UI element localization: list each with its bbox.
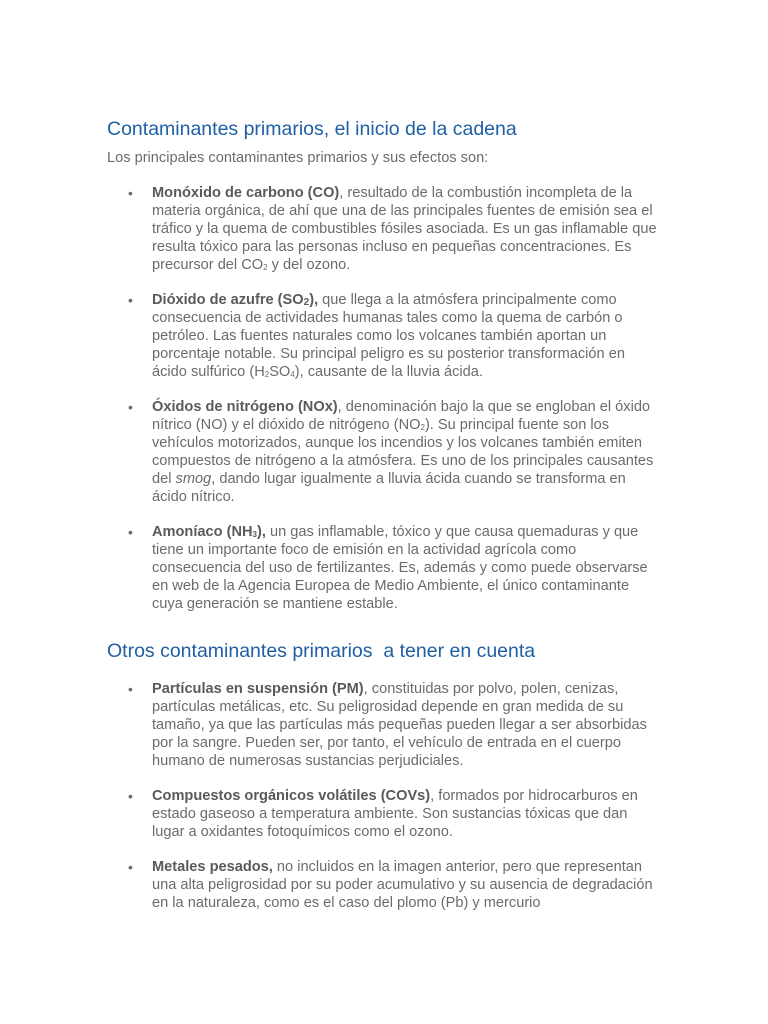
text-covs: , formados por hidrocarburos en estado gaseoso a temperatura ambiente. Son sustancias tóxicas que dan lugar a oxidantes fotoquímicos como el ozono. (152, 788, 638, 840)
list-item-nh3 (0, 524, 662, 614)
list-item-nox (0, 399, 662, 506)
term-pm: Partículas en suspensión (PM) (152, 681, 364, 697)
term-nh3-b: ), (257, 524, 266, 541)
subscript: 2 (303, 297, 310, 309)
list-item-so2 (0, 292, 662, 382)
primary-pollutants-list (0, 185, 768, 631)
list-item-metales (0, 859, 662, 913)
bullet-icon: • (128, 185, 133, 201)
text-metales: no incluidos en la imagen anterior, pero que representan una alta peligrosidad por su poder acumulativo y su ausencia de degradación en la naturaleza, como es el caso del plomo (Pb) y mercurio (152, 859, 653, 912)
section-heading-other: Otros contaminantes primarios a tener en cuenta (107, 640, 536, 662)
text-nh3-a: un gas inflamable, tóxico y que causa quemaduras y que tiene un importante foco de emisión en la actividad agrícola como consecuencia del uso de fertilizantes. Es, además y como puede observarse en web de la Agencia Europea de Medio Ambiente, el único contaminante cuya generación se mantiene estable. (152, 524, 648, 612)
subscript: 2 (264, 369, 270, 379)
intro-paragraph: Los principales contaminantes primarios y sus efectos son: (107, 150, 489, 166)
term-nox: Óxidos de nitrógeno (NOx) (152, 399, 338, 416)
bullet-icon: • (128, 292, 133, 309)
text-nox-b: ). Su principal fuente son los vehículos motorizados, aunque los incendios y los volcanes también emiten compuestos de nitrógeno a la atmósfera. Es uno de los principales causantes del (152, 417, 654, 487)
term-so2-b: ), (309, 292, 319, 309)
section-heading-primary: Contaminantes primarios, el inicio de la cadena (107, 118, 517, 140)
term-so2 (152, 292, 318, 308)
term-so2-a: Dióxido de azufre (SO (152, 292, 304, 309)
term-nh3-a: Amoníaco (NH (152, 524, 253, 541)
other-pollutants-list (0, 681, 768, 931)
list-item-pm (0, 681, 662, 771)
subscript: 2 (420, 423, 425, 433)
bullet-icon: • (128, 524, 133, 541)
text-so2-a: que llega a la atmósfera principalmente como consecuencia de actividades humanas tales como la quema de carbón o petróleo. Las fuentes naturales como los volcanes también aportan un porcentaje notable. Su principal peligro es su posterior transformación en ácido sulfúrico (H (152, 292, 625, 380)
text-so2-b: SO (269, 363, 291, 380)
bullet-icon: • (128, 788, 133, 805)
text-pm: , constituidas por polvo, polen, cenizas, partículas metálicas, etc. Su peligrosidad depende en gran medida de su tamaño, ya que las partículas más pequeñas pueden llegar a ser absorbidas por la sangre. Pueden ser, por tanto, el vehículo de entrada en el cuerpo humano de numerosas sustancias perjudiciales. (152, 681, 647, 769)
text-nox-c: , dando lugar igualmente a lluvia ácida cuando se transforma en ácido nítrico. (152, 470, 626, 505)
list-item-co (0, 185, 662, 275)
bullet-icon: • (128, 681, 133, 697)
text-nox-a: , denominación bajo la que se engloban el óxido nítrico (NO) y el dióxido de nitrógeno (NO (152, 399, 651, 434)
subscript: 3 (252, 530, 257, 540)
list-item-covs (0, 788, 662, 842)
term-co: Monóxido de carbono (CO) (152, 185, 340, 201)
term-covs: Compuestos orgánicos volátiles (COVs) (152, 788, 431, 805)
text-co-b: y del ozono. (267, 256, 351, 273)
text-so2-c: ), causante de la lluvia ácida. (294, 363, 483, 380)
term-metales: Metales pesados, (152, 859, 273, 876)
subscript: 2 (263, 262, 268, 272)
bullet-icon: • (128, 399, 133, 416)
text-co-a: , resultado de la combustión incompleta de la materia orgánica, de ahí que una de las principales fuentes de emisión sea el tráfico y la quema de combustibles fósiles asociada. Es un gas inflamable que resulta tóxico para las personas incluso en pequeñas concentraciones. Es precursor del CO (152, 185, 657, 273)
term-smog: smog (175, 470, 212, 487)
term-nh3 (152, 524, 266, 540)
subscript: 4 (290, 369, 295, 379)
bullet-icon: • (128, 859, 133, 876)
